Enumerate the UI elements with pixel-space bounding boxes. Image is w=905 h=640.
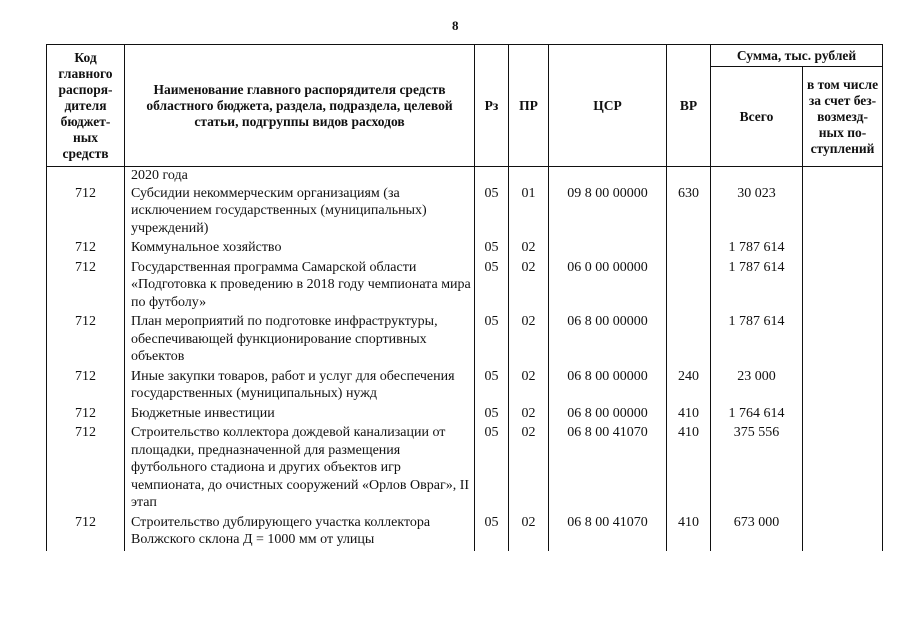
cell-pr: 02 xyxy=(509,259,549,314)
cell-gratuitous xyxy=(803,239,883,259)
cell-total: 1 787 614 xyxy=(711,259,803,314)
cell-total: 23 000 xyxy=(711,368,803,405)
table-row xyxy=(47,239,883,259)
cell-pr: 02 xyxy=(509,368,549,405)
cell-csr xyxy=(549,239,667,259)
cell-code: 712 xyxy=(47,185,125,240)
cell-vr xyxy=(667,259,711,314)
cell-total: 30 023 xyxy=(711,185,803,240)
cell-total: 1 764 614 xyxy=(711,405,803,425)
cell-gratuitous xyxy=(803,185,883,240)
cell-rz: 05 xyxy=(475,424,509,514)
cell-gratuitous xyxy=(803,368,883,405)
cell-name: Строительство дублирующего участка коллектора Волжского склона Д = 1000 мм от улицы xyxy=(125,514,475,551)
header-csr: ЦСР xyxy=(549,45,667,167)
budget-table xyxy=(46,44,883,551)
cell-code: 712 xyxy=(47,424,125,514)
cell-gratuitous xyxy=(803,259,883,314)
cell-csr: 06 8 00 00000 xyxy=(549,313,667,368)
cell-rz: 05 xyxy=(475,185,509,240)
cell-rz: 05 xyxy=(475,259,509,314)
cell-gratuitous xyxy=(803,313,883,368)
cell-total: 673 000 xyxy=(711,514,803,551)
table-row xyxy=(47,313,883,368)
cell-gratuitous xyxy=(803,514,883,551)
cell-csr: 06 0 00 00000 xyxy=(549,259,667,314)
table-row xyxy=(47,424,883,514)
cell-name: Иные закупки товаров, работ и услуг для обеспечения государственных (муниципальных) нужд xyxy=(125,368,475,405)
cell-code: 712 xyxy=(47,514,125,551)
header-vr: ВР xyxy=(667,45,711,167)
continuation-text: 2020 года xyxy=(125,167,475,185)
continuation-row xyxy=(47,167,883,185)
cell-csr: 06 8 00 41070 xyxy=(549,514,667,551)
cell-vr xyxy=(667,313,711,368)
cell-csr: 06 8 00 00000 xyxy=(549,405,667,425)
cell-pr: 02 xyxy=(509,424,549,514)
table-row xyxy=(47,185,883,240)
table-body xyxy=(47,185,883,551)
table-row xyxy=(47,405,883,425)
cell-rz: 05 xyxy=(475,368,509,405)
cell-pr: 01 xyxy=(509,185,549,240)
header-total: Всего xyxy=(711,67,803,167)
cell-name: Государственная программа Самарской области «Подготовка к проведению в 2018 году чемпионата мира по футболу» xyxy=(125,259,475,314)
cell-pr: 02 xyxy=(509,405,549,425)
table-row xyxy=(47,514,883,551)
cell-csr: 06 8 00 41070 xyxy=(549,424,667,514)
cell-csr: 06 8 00 00000 xyxy=(549,368,667,405)
page-number: 8 xyxy=(452,18,459,33)
cell-rz: 05 xyxy=(475,405,509,425)
cell-rz: 05 xyxy=(475,313,509,368)
cell-name: Субсидии некоммерческим организациям (за исключением государственных (муниципальных) учреждений) xyxy=(125,185,475,240)
table-row xyxy=(47,368,883,405)
cell-code: 712 xyxy=(47,313,125,368)
cell-vr: 410 xyxy=(667,405,711,425)
cell-vr: 410 xyxy=(667,424,711,514)
cell-pr: 02 xyxy=(509,313,549,368)
cell-csr: 09 8 00 00000 xyxy=(549,185,667,240)
header-rz: Рз xyxy=(475,45,509,167)
cell-pr: 02 xyxy=(509,239,549,259)
cell-name: Строительство коллектора дождевой канализации от площадки, предназначенной для размещения футбольного стадиона и других объектов игр чемпионата, до очистных сооружений «Орлов Овраг», II этап xyxy=(125,424,475,514)
cell-rz: 05 xyxy=(475,514,509,551)
cell-code: 712 xyxy=(47,368,125,405)
cell-vr: 630 xyxy=(667,185,711,240)
table-row xyxy=(47,259,883,314)
cell-gratuitous xyxy=(803,405,883,425)
cell-vr: 410 xyxy=(667,514,711,551)
cell-name: План мероприятий по подготовке инфраструктуры, обеспечивающей функционирование спортивных объектов xyxy=(125,313,475,368)
cell-vr: 240 xyxy=(667,368,711,405)
header-sum-group: Сумма, тыс. рублей xyxy=(711,45,883,67)
cell-code: 712 xyxy=(47,239,125,259)
cell-vr xyxy=(667,239,711,259)
header-pr: ПР xyxy=(509,45,549,167)
cell-name: Бюджетные инвестиции xyxy=(125,405,475,425)
cell-name: Коммунальное хозяйство xyxy=(125,239,475,259)
cell-total: 1 787 614 xyxy=(711,239,803,259)
header-gratuitous: в том числе за счет без-возмезд-ных по-ступлений xyxy=(803,67,883,167)
cell-total: 375 556 xyxy=(711,424,803,514)
cell-gratuitous xyxy=(803,424,883,514)
cell-total: 1 787 614 xyxy=(711,313,803,368)
cell-rz: 05 xyxy=(475,239,509,259)
header-name: Наименование главного распорядителя средств областного бюджета, раздела, подраздела, целевой статьи, подгруппы видов расходов xyxy=(125,45,475,167)
cell-pr: 02 xyxy=(509,514,549,551)
header-code: Код главного распоря-дителя бюджет-ных средств xyxy=(47,45,125,167)
cell-code: 712 xyxy=(47,259,125,314)
cell-code: 712 xyxy=(47,405,125,425)
